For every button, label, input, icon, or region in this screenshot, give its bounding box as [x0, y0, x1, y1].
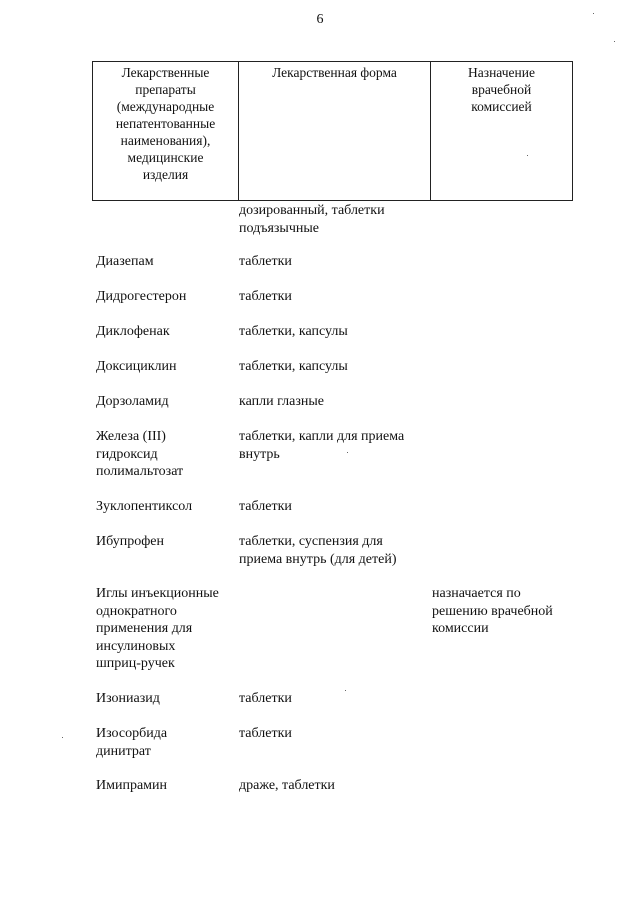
scan-speck — [62, 737, 63, 738]
row-3-form — [239, 323, 348, 341]
row-9-note — [432, 585, 553, 638]
header-line: Лекарственные — [121, 65, 210, 80]
text-line: однократного — [96, 603, 177, 619]
header-line: медицинские — [127, 150, 204, 165]
scan-speck — [347, 452, 348, 453]
header-col-commission — [431, 62, 572, 200]
text-line: таблетки, капсулы — [239, 324, 348, 339]
row-1-form — [239, 253, 292, 271]
text-line: Имипрамин — [96, 778, 168, 793]
row-1-name — [96, 253, 154, 271]
header-line: Лекарственная форма — [272, 65, 397, 80]
row-10-name — [96, 690, 160, 708]
header-col-drugs — [93, 62, 239, 200]
text-line: таблетки — [239, 726, 292, 741]
text-line: внутрь — [239, 446, 280, 462]
text-line: Зуклопентиксол — [96, 499, 193, 514]
text-line: Диазепам — [96, 254, 154, 269]
text-line: Доксициклин — [96, 359, 177, 374]
text-line: таблетки, капсулы — [239, 359, 348, 374]
text-line: Дорзоламид — [96, 394, 169, 409]
row-4-form — [239, 358, 348, 376]
scan-speck — [593, 13, 594, 14]
text-line: таблетки, суспензия для — [239, 534, 383, 549]
page-number: 6 — [316, 12, 324, 27]
text-line: подъязычные — [239, 220, 319, 236]
text-line: таблетки — [239, 254, 292, 269]
text-line: дозированный, таблетки — [239, 203, 385, 218]
row-3-name — [96, 323, 170, 341]
text-line: гидроксид — [96, 446, 158, 462]
text-line: таблетки, капли для приема — [239, 429, 405, 444]
row-5-name — [96, 393, 169, 411]
row-8-form — [239, 533, 397, 568]
header-line: (международные — [116, 99, 215, 114]
scan-speck — [527, 155, 528, 156]
header-line: препараты — [135, 82, 196, 97]
text-line: Изосорбида — [96, 726, 168, 741]
header-col-form — [239, 62, 431, 200]
row-12-form — [239, 777, 335, 795]
header-line: врачебной — [471, 82, 532, 97]
text-line: шприц-ручек — [96, 656, 175, 671]
row-7-name — [96, 498, 192, 516]
row-6-name — [96, 428, 183, 481]
header-line: наименования), — [120, 133, 211, 148]
text-line: применения для — [96, 621, 193, 636]
row-11-form — [239, 725, 292, 743]
row-8-name — [96, 533, 164, 551]
text-line: инсулиновых — [96, 638, 176, 654]
scan-speck — [614, 41, 615, 42]
text-line: капли глазные — [239, 394, 324, 409]
row-2-name — [96, 288, 186, 306]
text-line: таблетки — [239, 691, 292, 706]
row-11-name — [96, 725, 167, 760]
header-line: изделия — [142, 167, 189, 182]
text-line: таблетки — [239, 289, 292, 304]
header-line: Назначение — [468, 65, 535, 80]
text-line: решению врачебной — [432, 603, 553, 619]
text-line: Железа (III) — [96, 429, 166, 444]
row-2-form — [239, 288, 292, 306]
continuation-form — [239, 202, 385, 237]
text-line: назначается по — [432, 586, 521, 601]
text-line: драже, таблетки — [239, 778, 335, 793]
text-line: Диклофенак — [96, 324, 170, 339]
table-header — [92, 61, 573, 201]
text-line: Дидрогестерон — [96, 289, 187, 304]
header-line: комиссией — [471, 99, 532, 114]
row-7-form — [239, 498, 292, 516]
header-line: непатентованные — [115, 116, 216, 131]
text-line: приема внутрь (для детей) — [239, 551, 397, 567]
row-10-form — [239, 690, 292, 708]
text-line: Изониазид — [96, 691, 160, 706]
row-9-name — [96, 585, 219, 673]
text-line: динитрат — [96, 743, 151, 759]
text-line: полимальтозат — [96, 464, 184, 479]
text-line: таблетки — [239, 499, 292, 514]
text-line: Иглы инъекционные — [96, 586, 219, 601]
row-6-form — [239, 428, 404, 463]
scan-speck — [345, 690, 346, 691]
text-line: комиссии — [432, 621, 489, 636]
row-4-name — [96, 358, 176, 376]
row-12-name — [96, 777, 167, 795]
row-5-form — [239, 393, 324, 411]
text-line: Ибупрофен — [96, 534, 164, 549]
